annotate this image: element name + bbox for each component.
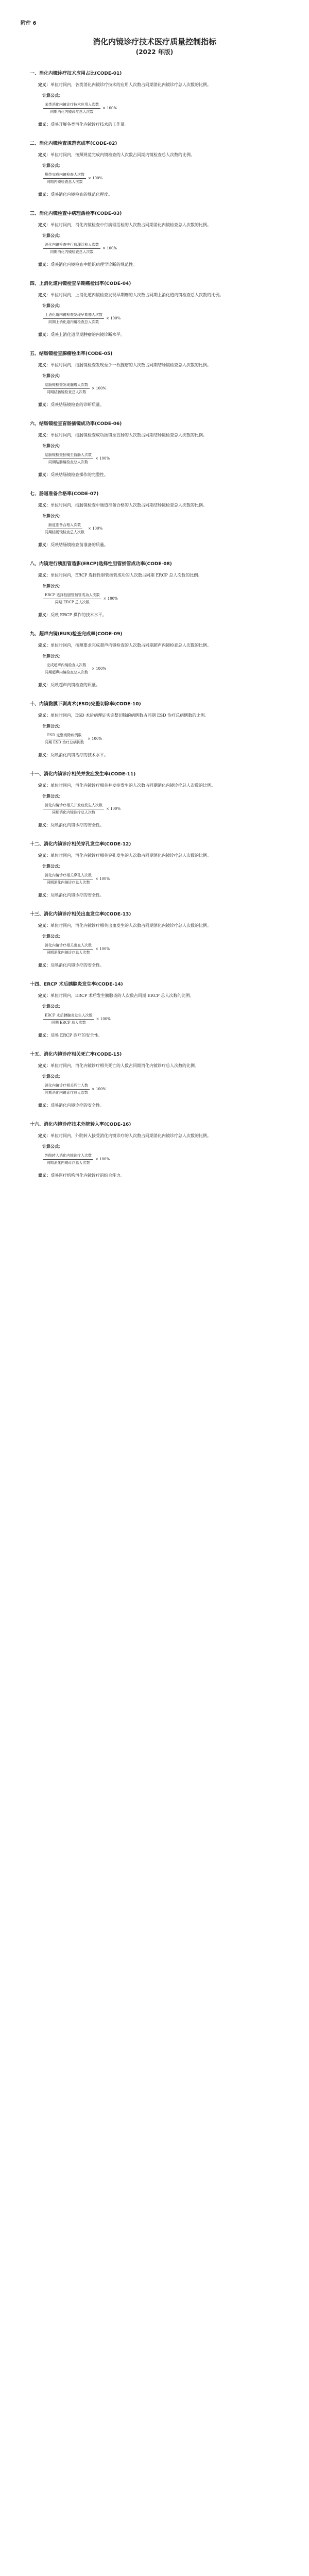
meaning-text: 反映 ERCP 操作的技术水平。 xyxy=(50,613,107,617)
formula-multiplier: × 100% xyxy=(92,1087,107,1091)
definition-label: 定义： xyxy=(38,713,50,718)
formula-multiplier: × 100% xyxy=(95,877,110,881)
meaning-label: 意义： xyxy=(38,752,50,757)
annex-label: 附件 6 xyxy=(21,21,37,26)
indicator-definition xyxy=(30,782,279,789)
formula-denominator: 同期超声内镜检查总人次数 xyxy=(45,670,88,674)
indicator-heading: 十三、消化内镜诊疗相关出血发生率(CODE-13) xyxy=(30,912,131,917)
definition-label: 定义： xyxy=(38,362,50,367)
indicator-formula xyxy=(43,103,279,114)
formula-label: 计算公式： xyxy=(42,513,63,518)
formula-multiplier: × 100% xyxy=(102,246,117,250)
indicator-formula xyxy=(43,173,279,184)
indicator-section xyxy=(30,980,279,1039)
indicator-meaning xyxy=(30,261,279,268)
indicator-formula xyxy=(43,663,279,675)
meaning-label: 意义： xyxy=(38,1032,50,1038)
indicator-meaning xyxy=(30,821,279,829)
definition-label: 定义： xyxy=(38,1133,50,1138)
indicator-section xyxy=(30,770,279,829)
meaning-text: 反映消化内镜诊疗的安全性。 xyxy=(50,963,104,968)
indicator-meaning xyxy=(30,681,279,689)
formula-denominator: 同期消化内镜诊疗总人次数 xyxy=(45,1091,88,1095)
formula-multiplier: × 100% xyxy=(102,106,117,110)
indicator-heading: 五、结肠镜检查腺瘤检出率(CODE-05) xyxy=(30,351,113,357)
document-body xyxy=(30,70,279,1191)
formula-numerator: 消化内镜诊疗相关死亡人数 xyxy=(43,1083,90,1090)
meaning-text: 反映消化内镜治疗的技术水平。 xyxy=(50,753,108,757)
formula-label: 计算公式： xyxy=(42,1004,63,1009)
formula-numerator: 消化内镜诊疗相关出血人次数 xyxy=(43,943,93,950)
indicator-formula xyxy=(43,1013,279,1025)
formula-multiplier: × 100% xyxy=(95,456,110,461)
indicator-section xyxy=(30,700,279,759)
formula-denominator: 同期消化内镜诊疗总人次数 xyxy=(52,810,95,815)
meaning-text: 反映消化内镜诊疗的安全性。 xyxy=(50,893,104,897)
formula-label: 计算公式： xyxy=(42,793,63,799)
indicator-definition xyxy=(30,711,279,719)
formula-denominator: 同期 ESD 治疗总病例数 xyxy=(45,740,84,744)
formula-multiplier: × 100% xyxy=(92,667,107,671)
indicator-heading: 十四、ERCP 术后胰腺炎发生率(CODE-14) xyxy=(30,982,123,987)
indicator-heading: 十六、消化内镜诊疗技术外院转入率(CODE-16) xyxy=(30,1122,131,1127)
indicator-meaning xyxy=(30,401,279,409)
definition-label: 定义： xyxy=(38,572,50,578)
indicator-definition xyxy=(30,151,279,159)
indicator-formula xyxy=(43,313,279,325)
formula-denominator: 同期消化内镜诊疗总人次数 xyxy=(46,1161,90,1165)
indicator-section xyxy=(30,630,279,689)
meaning-label: 意义： xyxy=(38,612,50,617)
document-year: (2022 年版) xyxy=(135,48,174,56)
definition-label: 定义： xyxy=(38,292,50,297)
formula-denominator: 同期消化内镜诊疗总人次数 xyxy=(50,110,94,114)
indicator-heading: 十五、消化内镜诊疗相关死亡率(CODE-15) xyxy=(30,1052,122,1057)
formula-denominator: 同期结肠镜检查总人次数 xyxy=(48,460,88,464)
indicator-heading: 七、肠道准备合格率(CODE-07) xyxy=(30,492,99,497)
indicator-section xyxy=(30,840,279,899)
formula-label: 计算公式： xyxy=(42,373,63,378)
indicator-definition xyxy=(30,852,279,859)
formula-fraction xyxy=(43,943,93,955)
formula-numerator: ERCP 术后胰腺炎发生人次数 xyxy=(43,1013,94,1020)
indicator-definition xyxy=(30,221,279,229)
indicator-heading: 四、上消化道内镜检查早期癌检出率(CODE-04) xyxy=(30,281,131,286)
definition-label: 定义： xyxy=(38,642,50,648)
indicator-meaning xyxy=(30,611,279,619)
formula-denominator: 同期上消化道内镜检查总人次数 xyxy=(48,320,99,324)
definition-text: 单位时间内，上消化道内镜检查发现早期癌的人次数占同期上消化道内镜检查总人次数的比例。 xyxy=(50,293,224,297)
meaning-text: 反映医疗机构消化内镜诊疗的综合能力。 xyxy=(50,1173,125,1178)
formula-fraction xyxy=(43,593,101,605)
formula-denominator: 同期结肠镜检查总人次数 xyxy=(45,530,84,534)
indicator-definition xyxy=(30,1132,279,1140)
meaning-text: 反映消化内镜检查的规范化程度。 xyxy=(50,192,112,197)
formula-numerator: 结肠镜检查插镜至盲肠人次数 xyxy=(43,453,93,459)
formula-fraction xyxy=(43,1154,93,1165)
indicator-section xyxy=(30,70,279,128)
meaning-label: 意义： xyxy=(38,332,50,337)
indicator-meaning xyxy=(30,191,279,198)
definition-text: 单位时间内，各类消化内镜诊疗技术的应用人次数占同期消化内镜诊疗总人次数的比例。 xyxy=(50,82,211,87)
indicator-heading: 九、超声内镜(EUS)检查完成率(CODE-09) xyxy=(30,632,123,637)
indicator-definition xyxy=(30,361,279,369)
formula-numerator: 消化内镜诊疗相关穿孔人次数 xyxy=(43,873,93,879)
definition-text: 单位时间内，ERCP 术后发生胰腺炎的人次数占同期 ERCP 总人次数的比例。 xyxy=(50,993,194,998)
formula-multiplier: × 100% xyxy=(96,1017,111,1021)
definition-label: 定义： xyxy=(38,502,50,507)
definition-label: 定义： xyxy=(38,1063,50,1068)
formula-fraction xyxy=(43,383,90,395)
indicator-meaning xyxy=(30,1101,279,1109)
formula-fraction xyxy=(43,733,85,745)
formula-label: 计算公式： xyxy=(42,863,63,869)
formula-multiplier: × 100% xyxy=(92,386,107,391)
indicator-formula xyxy=(43,943,279,955)
formula-numerator: 规范完成内镜检查人次数 xyxy=(43,173,86,179)
formula-numerator: 外院转入消化内镜诊疗人次数 xyxy=(43,1154,93,1160)
indicator-meaning xyxy=(30,331,279,338)
meaning-label: 意义： xyxy=(38,472,50,477)
definition-text: 单位时间内，按照要求完成超声内镜检查的人次数占同期超声内镜检查总人次数的比例。 xyxy=(50,643,211,648)
definition-text: 单位时间内，结肠镜检查发现至少一枚腺瘤的人次数占同期结肠镜检查总人次数的比例。 xyxy=(50,363,211,367)
indicator-formula xyxy=(43,1083,279,1095)
definition-label: 定义： xyxy=(38,152,50,157)
indicator-formula xyxy=(43,593,279,605)
indicator-heading: 一、消化内镜诊疗技术应用占比(CODE-01) xyxy=(30,71,122,76)
formula-numerator: 上消化道内镜检查发现早期癌人次数 xyxy=(43,313,104,319)
indicator-heading: 二、消化内镜检查规范完成率(CODE-02) xyxy=(30,141,117,146)
formula-numerator: 消化内镜检查中行病理活检人次数 xyxy=(43,243,100,249)
formula-label: 计算公式： xyxy=(42,723,63,728)
indicator-meaning xyxy=(30,471,279,479)
formula-numerator: 某类消化内镜诊疗技术应用人次数 xyxy=(43,103,100,109)
definition-text: 单位时间内，外院转入接受消化内镜诊疗的人次数占同期消化内镜诊疗总人次数的比例。 xyxy=(50,1133,211,1138)
meaning-label: 意义： xyxy=(38,962,50,968)
indicator-formula xyxy=(43,383,279,395)
indicator-formula xyxy=(43,453,279,465)
indicator-section xyxy=(30,560,279,619)
formula-multiplier: × 100% xyxy=(103,597,118,601)
meaning-text: 反映结肠镜检查操作的完整性。 xyxy=(50,472,108,477)
indicator-section xyxy=(30,280,279,338)
meaning-label: 意义： xyxy=(38,822,50,827)
document-title: 消化内镜诊疗技术医疗质量控制指标 xyxy=(92,37,216,46)
indicator-definition xyxy=(30,431,279,439)
definition-text: 单位时间内，ESD 术后病理证实完整切除的病例数占同期 ESD 治疗总病例数的比例。 xyxy=(50,713,209,718)
formula-denominator: 同期结肠镜检查总人次数 xyxy=(46,390,87,394)
definition-label: 定义： xyxy=(38,923,50,928)
indicator-meaning xyxy=(30,1172,279,1179)
definition-text: 单位时间内，消化内镜诊疗相关出血发生的人次数占同期消化内镜诊疗总人次数的比例。 xyxy=(50,923,211,928)
indicator-section xyxy=(30,420,279,479)
indicator-meaning xyxy=(30,1031,279,1039)
definition-text: 单位时间内，消化内镜诊疗相关死亡的人数占同期消化内镜诊疗总人次数的比例。 xyxy=(50,1063,199,1068)
formula-multiplier: × 100% xyxy=(87,737,102,741)
formula-fraction xyxy=(43,103,100,114)
definition-label: 定义： xyxy=(38,82,50,87)
formula-fraction xyxy=(43,873,93,885)
indicator-section xyxy=(30,210,279,268)
meaning-text: 反映消化内镜诊疗的安全性。 xyxy=(50,1103,104,1108)
indicator-formula xyxy=(43,873,279,885)
definition-text: 单位时间内，结肠镜检查中肠道准备合格的人次数占同期结肠镜检查总人次数的比例。 xyxy=(50,503,207,507)
formula-fraction xyxy=(43,523,86,535)
indicator-heading: 三、消化内镜检查中病理活检率(CODE-03) xyxy=(30,211,122,216)
indicator-section xyxy=(30,140,279,198)
indicator-section xyxy=(30,350,279,409)
definition-label: 定义： xyxy=(38,993,50,998)
definition-label: 定义： xyxy=(38,853,50,858)
meaning-text: 反映消化内镜检查中组织病理学诊断的规范性。 xyxy=(50,262,137,267)
formula-numerator: ESD 完整切除病例数 xyxy=(46,733,83,739)
indicator-heading: 六、结肠镜检查盲肠插镜成功率(CODE-06) xyxy=(30,421,122,427)
formula-numerator: 肠道准备合格人次数 xyxy=(47,523,82,529)
meaning-label: 意义： xyxy=(38,1173,50,1178)
indicator-heading: 十二、消化内镜诊疗相关穿孔发生率(CODE-12) xyxy=(30,842,131,847)
formula-numerator: 结肠镜检查发现腺瘤人次数 xyxy=(43,383,90,389)
indicator-definition xyxy=(30,81,279,89)
meaning-text: 反映开展各类消化内镜诊疗技术的工作量。 xyxy=(50,122,129,127)
formula-fraction xyxy=(43,1083,90,1095)
meaning-text: 反映结肠镜检查的诊断质量。 xyxy=(50,402,104,407)
indicator-formula xyxy=(43,733,279,745)
indicator-section xyxy=(30,490,279,549)
indicator-definition xyxy=(30,992,279,999)
formula-fraction xyxy=(43,803,104,815)
meaning-label: 意义： xyxy=(38,402,50,407)
indicator-section xyxy=(30,1121,279,1179)
definition-label: 定义： xyxy=(38,783,50,788)
definition-label: 定义： xyxy=(38,222,50,227)
meaning-label: 意义： xyxy=(38,1103,50,1108)
indicator-section xyxy=(30,910,279,969)
formula-fraction xyxy=(43,243,100,255)
formula-multiplier: × 100% xyxy=(106,316,121,320)
formula-label: 计算公式： xyxy=(42,583,63,588)
meaning-label: 意义： xyxy=(38,542,50,547)
meaning-text: 反映超声内镜检查的质量。 xyxy=(50,683,100,687)
indicator-meaning xyxy=(30,751,279,759)
formula-numerator: ERCP 选择性胆管插管成功人次数 xyxy=(43,593,101,599)
formula-label: 计算公式： xyxy=(42,93,63,98)
formula-multiplier: × 100% xyxy=(88,176,103,180)
definition-label: 定义： xyxy=(38,432,50,437)
formula-label: 计算公式： xyxy=(42,934,63,939)
formula-fraction xyxy=(43,173,86,184)
indicator-definition xyxy=(30,922,279,929)
formula-denominator: 同期内镜检查总人次数 xyxy=(46,180,83,184)
indicator-meaning xyxy=(30,891,279,899)
formula-fraction xyxy=(43,1013,94,1025)
indicator-formula xyxy=(43,1154,279,1165)
meaning-text: 反映 ERCP 诊疗的安全性。 xyxy=(50,1033,102,1038)
indicator-heading: 八、内镜逆行胰胆管造影(ERCP)选择性胆管插管成功率(CODE-08) xyxy=(30,562,172,567)
formula-label: 计算公式： xyxy=(42,1144,63,1149)
formula-fraction xyxy=(43,313,104,325)
indicator-meaning xyxy=(30,961,279,969)
meaning-label: 意义： xyxy=(38,892,50,897)
formula-multiplier: × 100% xyxy=(95,1157,110,1161)
indicator-definition xyxy=(30,641,279,649)
formula-denominator: 同期 ERCP 总人次数 xyxy=(55,600,90,604)
meaning-text: 反映结肠镜检查前准备的质量。 xyxy=(50,543,108,547)
indicator-formula xyxy=(43,523,279,535)
meaning-label: 意义： xyxy=(38,122,50,127)
meaning-text: 反映消化内镜诊疗的安全性。 xyxy=(50,823,104,827)
formula-multiplier: × 100% xyxy=(95,947,110,951)
meaning-label: 意义： xyxy=(38,682,50,687)
indicator-meaning xyxy=(30,541,279,549)
formula-denominator: 同期消化内镜诊疗总人次数 xyxy=(46,951,90,955)
indicator-section xyxy=(30,1050,279,1109)
indicator-definition xyxy=(30,571,279,579)
indicator-formula xyxy=(43,243,279,255)
indicator-definition xyxy=(30,501,279,509)
definition-text: 单位时间内，消化内镜诊疗相关穿孔发生的人次数占同期消化内镜诊疗总人次数的比例。 xyxy=(50,853,211,858)
formula-label: 计算公式： xyxy=(42,1074,63,1079)
formula-denominator: 同期消化内镜诊疗总人次数 xyxy=(46,880,90,885)
indicator-heading: 十、内镜黏膜下剥离术(ESD)完整切除率(CODE-10) xyxy=(30,702,141,707)
formula-label: 计算公式： xyxy=(42,443,63,448)
formula-denominator: 同期 ERCP 总人次数 xyxy=(51,1021,86,1025)
formula-label: 计算公式： xyxy=(42,163,63,168)
definition-text: 单位时间内，消化内镜检查中行病理活检的人次数占同期消化内镜检查总人次数的比例。 xyxy=(50,223,211,227)
indicator-definition xyxy=(30,1062,279,1070)
definition-text: 单位时间内，消化内镜诊疗相关并发症发生的人次数占同期消化内镜诊疗总人次数的比例。 xyxy=(50,783,215,788)
indicator-meaning xyxy=(30,121,279,128)
meaning-label: 意义： xyxy=(38,262,50,267)
formula-label: 计算公式： xyxy=(42,653,63,658)
formula-fraction xyxy=(43,663,90,675)
definition-text: 单位时间内，ERCP 选择性胆管插管成功的人次数占同期 ERCP 总人次数的比例。 xyxy=(50,573,202,578)
meaning-text: 反映上消化道早期肿瘤的内镜诊断水平。 xyxy=(50,332,125,337)
formula-denominator: 同期消化内镜检查总人次数 xyxy=(50,250,94,254)
definition-text: 单位时间内，按照规范完成内镜检查的人次数占同期内镜检查总人次数的比例。 xyxy=(50,152,195,157)
formula-fraction xyxy=(43,453,93,465)
formula-numerator: 完成超声内镜检查人次数 xyxy=(45,663,88,669)
formula-multiplier: × 100% xyxy=(88,527,103,531)
meaning-label: 意义： xyxy=(38,192,50,197)
formula-multiplier: × 100% xyxy=(106,807,121,811)
formula-label: 计算公式： xyxy=(42,233,63,238)
definition-text: 单位时间内，结肠镜检查成功插镜至盲肠的人次数占同期结肠镜检查总人次数的比例。 xyxy=(50,433,207,437)
indicator-heading: 十一、消化内镜诊疗相关并发症发生率(CODE-11) xyxy=(30,772,136,777)
formula-numerator: 消化内镜诊疗相关并发症发生人次数 xyxy=(43,803,104,809)
indicator-definition xyxy=(30,291,279,299)
formula-label: 计算公式： xyxy=(42,303,63,308)
indicator-formula xyxy=(43,803,279,815)
